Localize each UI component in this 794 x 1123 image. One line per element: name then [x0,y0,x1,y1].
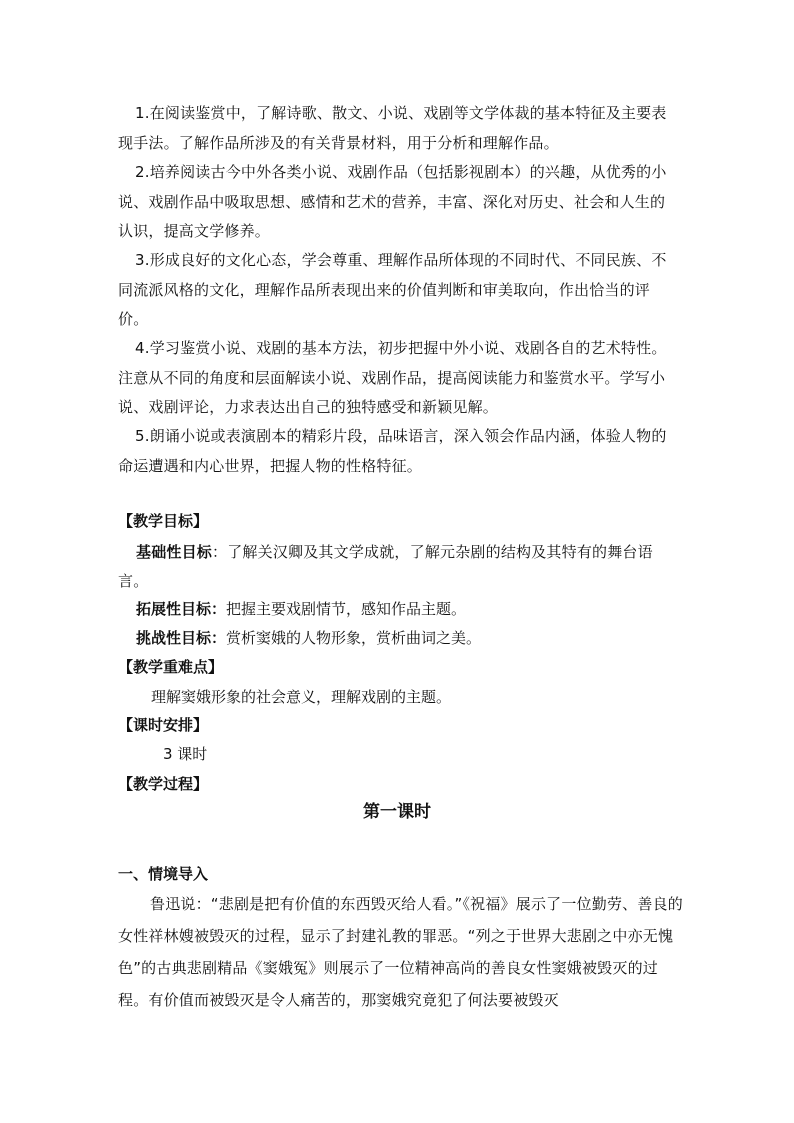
standard-item-5: 5.朗诵小说或表演剧本的精彩片段，品味语言，深入领会作品内涵，体验人物的命运遭遇和内心世界，把握人物的性格特征。 [118,427,667,475]
schedule-text: 3 课时 [163,745,208,763]
basic-goal [118,538,680,596]
goals-heading: 【教学目标】 [118,512,209,530]
challenge-goal [136,626,481,650]
schedule-heading: 【课时安排】 [118,716,209,734]
standard-item-1: 1.在阅读鉴赏中，了解诗歌、散文、小说、戏剧等文学体裁的基本特征及主要表现手法。了解作品所涉及的有关背景材料，用于分析和理解作品。 [118,104,667,152]
basic-goal-label: 基础性目标 [136,543,213,561]
section-text: 鲁迅说：“悲剧是把有价值的东西毁灭给人看。”《祝福》展示了一位勤劳、善良的女性祥林嫂被毁灭的过程，显示了封建礼教的罪恶。“列之于世界大悲剧之中亦无愧色”的古典悲剧精品《窦娥冤》则展示了一位精神高尚的善良女性窦娥被毁灭的过程。有价值而被毁灭是令人痛苦的，那窦娥究竟犯了何法要被毁灭 [118,895,683,1009]
extend-goal-label: 拓展性目标： [136,600,227,618]
standard-item-2: 2.培养阅读古今中外各类小说、戏剧作品（包括影视剧本）的兴趣，从优秀的小说、戏剧作品中吸取思想、感情和艺术的营养，丰富、深化对历史、社会和人生的认识，提高文学修养。 [118,163,667,240]
challenge-goal-text: 赏析窦娥的人物形象，赏析曲词之美。 [226,629,482,647]
standard-item-4: 4.学习鉴赏小说、戏剧的基本方法，初步把握中外小说、戏剧各自的艺术特性。注意从不同的角度和层面解读小说、戏剧作品，提高阅读能力和鉴赏水平。学写小说、戏剧评论，力求表达出自己的独特感受和新颖见解。 [118,339,667,416]
extend-goal-text: 把握主要戏剧情节，感知作品主题。 [226,600,467,618]
process-heading: 【教学过程】 [118,775,209,793]
extend-goal [136,597,466,621]
section-title: 一、情境导入 [118,865,209,883]
challenge-goal-label: 挑战性目标： [136,629,227,647]
standard-item-3: 3.形成良好的文化心态，学会尊重、理解作品所体现的不同时代、不同民族、不同流派风格的文化，理解作品所表现出来的价值判断和审美取向，作出恰当的评价。 [118,251,667,328]
key-points-text: 理解窦娥形象的社会意义，理解戏剧的主题。 [151,688,452,706]
basic-goal-text: ：了解关汉卿及其文学成就，了解元杂剧的结构及其特有的舞台语言。 [118,543,653,590]
lesson-title: 第一课时 [363,802,431,822]
key-points-heading: 【教学重难点】 [118,658,224,676]
